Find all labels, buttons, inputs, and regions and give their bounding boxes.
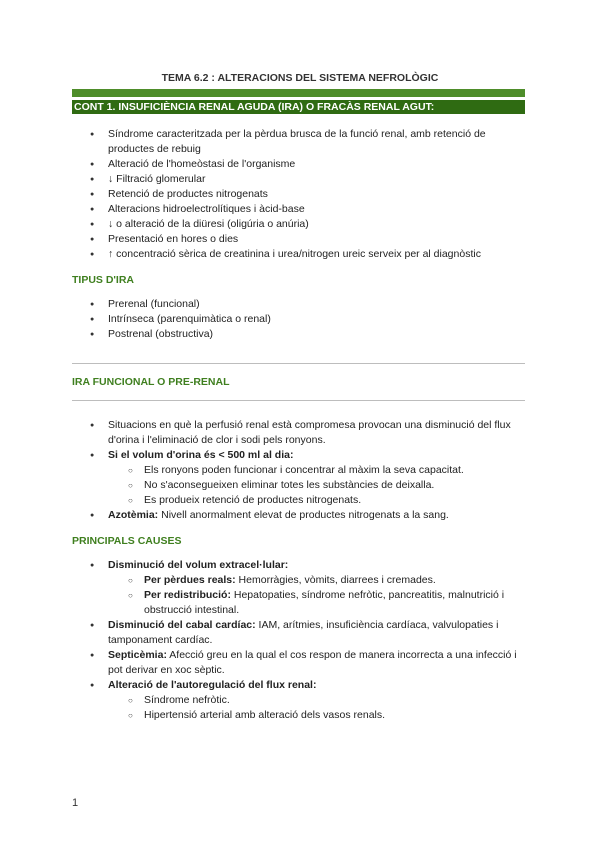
autoregulacio-label: Alteració de l'autoregulació del flux renal:: [108, 679, 317, 691]
list-item: ● Alteració de l'homeòstasi de l'organisme: [90, 157, 525, 172]
tipus-heading: TIPUS D'IRA: [72, 274, 135, 286]
intro-list: [90, 127, 525, 262]
list-item: ● Prerenal (funcional): [90, 297, 525, 312]
list-item: ● Situacions en què la perfusió renal està compromesa provocan una disminució del flux d'orina i l'eliminació de clor i sodi pels ronyons.: [90, 418, 525, 448]
causes-list: [90, 558, 525, 723]
redistribucio-term: Per redistribució:: [144, 589, 231, 601]
list-item: [90, 558, 525, 618]
list-item: ● Presentació en hores o dies: [90, 232, 525, 247]
list-item: ● Alteracions hidroelectrolítiques i àcid-base: [90, 202, 525, 217]
perdues-reals-term: Per pèrdues reals:: [144, 574, 236, 586]
list-item: [90, 448, 525, 508]
list-item: [90, 678, 525, 723]
volum-orina-sublist: [108, 463, 525, 508]
list-item: [90, 618, 525, 648]
section-header-bar: CONT 1. INSUFICIÈNCIA RENAL AGUDA (IRA) O FRACÀS RENAL AGUT:: [72, 100, 525, 114]
azotemia-definition: Nivell anormalment elevat de productes nitrogenats a la sang.: [158, 509, 449, 521]
sub-list-item: ○ Els ronyons poden funcionar i concentrar al màxim la seva capacitat.: [108, 463, 525, 478]
septicemia-text: Afecció greu en la qual el cos respon de manera incorrecta a una infecció i pot derivar en xoc sèptic.: [108, 649, 517, 676]
funcional-heading: IRA FUNCIONAL O PRE-RENAL: [72, 376, 230, 388]
septicemia-term: Septicèmia:: [108, 649, 167, 661]
list-item: ● Postrenal (obstructiva): [90, 327, 525, 342]
page-number: 1: [72, 797, 79, 809]
sub-list-item: ○ Síndrome nefròtic.: [108, 693, 525, 708]
document-title: TEMA 6.2 : ALTERACIONS DEL SISTEMA NEFROLÒGIC: [161, 72, 439, 84]
volum-orina-label: Si el volum d'orina és < 500 ml al dia:: [108, 449, 294, 461]
horizontal-rule: [72, 400, 525, 401]
perdues-reals-text: Hemorràgies, vòmits, diarrees i cremades.: [235, 574, 436, 586]
list-item: [90, 508, 525, 523]
list-item: ● Intrínseca (parenquimàtica o renal): [90, 312, 525, 327]
horizontal-rule: [72, 363, 525, 364]
list-item: ● Retenció de productes nitrogenats: [90, 187, 525, 202]
cause-volum-label: Disminució del volum extracel·lular:: [108, 559, 289, 571]
sub-list-item: ○ No s'aconsegueixen eliminar totes les substàncies de deixalla.: [108, 478, 525, 493]
title-divider-bar: [72, 89, 525, 97]
funcional-list: [90, 418, 525, 523]
cabal-cardiac-text: IAM, arítmies, insuficiència cardíaca, valvulopaties i tamponament cardíac.: [108, 619, 499, 646]
sub-list-item: ○ Hipertensió arterial amb alteració dels vasos renals.: [108, 708, 525, 723]
azotemia-term: Azotèmia:: [108, 509, 159, 521]
tipus-list: [90, 297, 525, 342]
sub-list-item: [108, 588, 525, 618]
causes-heading: PRINCIPALS CAUSES: [72, 535, 182, 547]
list-item: ● ↓ Filtració glomerular: [90, 172, 525, 187]
sub-list-item: [108, 573, 525, 588]
list-item: ● Síndrome caracteritzada per la pèrdua brusca de la funció renal, amb retenció de productes de rebuig: [90, 127, 525, 157]
list-item: [90, 648, 525, 678]
list-item: ● ↓ o alteració de la diüresi (oligúria o anúria): [90, 217, 525, 232]
cause-volum-sublist: [108, 573, 525, 618]
autoregulacio-sublist: [108, 693, 525, 723]
list-item: ● ↑ concentració sèrica de creatinina i urea/nitrogen ureic serveix per al diagnòstic: [90, 247, 525, 262]
redistribucio-text: Hepatopaties, síndrome nefròtic, pancreatitis, malnutrició i obstrucció intestinal.: [144, 589, 505, 616]
sub-list-item: ○ Es produeix retenció de productes nitrogenats.: [108, 493, 525, 508]
cabal-cardiac-term: Disminució del cabal cardíac:: [108, 619, 256, 631]
